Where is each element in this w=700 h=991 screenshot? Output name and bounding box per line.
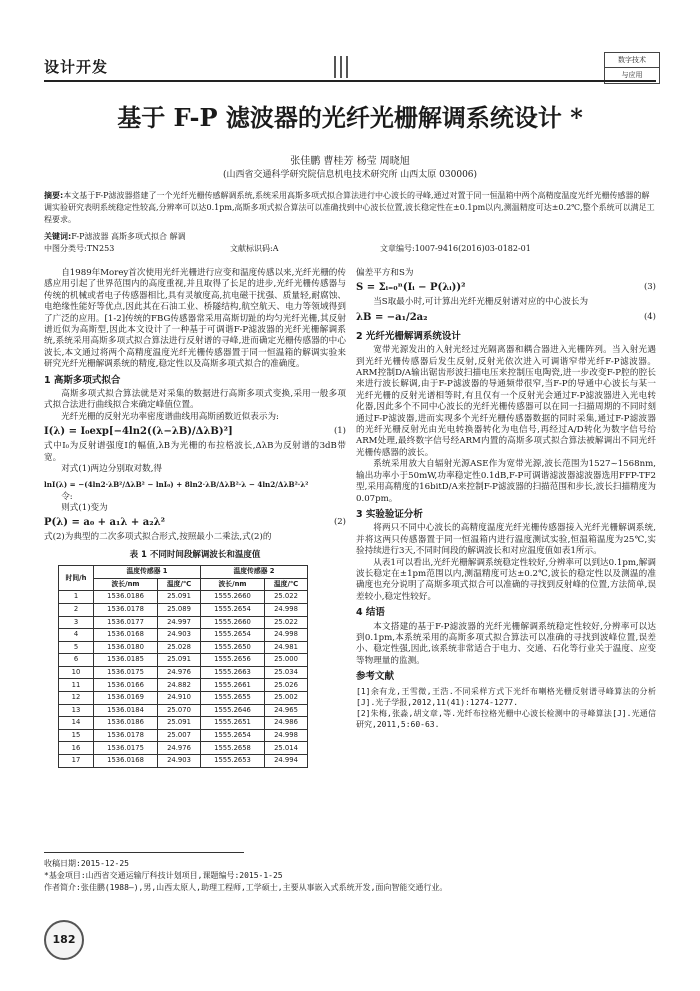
page-number: 182 (44, 920, 84, 960)
table-row (59, 591, 308, 604)
table-cell: 25.026 (265, 679, 308, 692)
table-row (59, 603, 308, 616)
intro-paragraph: 自1989年Morey首次使用光纤光栅进行应变和温度传感以来,光纤光栅的传感应用引起了世界范围内的高度重视,并且取得了长足的进步,光纤光栅传感器与传统的机械或者电子传感器相比,具有灵敏度高,抗电磁干扰强、质量轻,耐腐蚀、电绝缘性能好等优点,因此其在石油工业、桥隧结构,航空航天、电力等领域得到了广泛的应用。[1-2]传统的FBG传感器常采用高斯切趾的均匀光纤光栅,其反射谱近似为高斯型,因此本文设计了一种基于可调谐F-P滤波器的光纤光栅解调系统,系统采用高斯多项式拟合算法进行反射谱的寻峰,进而确定光栅传感器的中心波长,本文通过将两个高精度温度光纤光栅传感器置于同一恒温箱的解调实验来研究光纤光栅解调系统的精度,稳定性以及高斯多项式拟合的准确度。 (44, 268, 346, 370)
table-cell: 1536.0186 (94, 717, 158, 730)
table-corner-header: 时间/h (59, 566, 94, 591)
abstract (44, 190, 656, 226)
section-2-heading: 2 光纤光栅解调系统设计 (356, 330, 461, 342)
log-transform-text: 对式(1)两边分别取对数,得 (61, 464, 163, 475)
table-cell: 24.882 (158, 679, 201, 692)
table-cell: 1555.2646 (200, 704, 264, 717)
section-3-heading: 3 实验验证分析 (356, 508, 423, 520)
section-1-paragraph-2: 光纤光栅的反射光功率密度谱曲线用高斯函数近似表示为: (61, 411, 279, 422)
table-cell: 25.091 (158, 654, 201, 667)
section-4-heading: 4 结语 (356, 607, 385, 619)
equation-2-description: 式(2)为典型的二次多项式拟合形式,按照最小二乘法,式(2)的 (44, 532, 272, 543)
logo-top-text: 数字技术 (605, 53, 659, 68)
table-cell: 5 (59, 641, 94, 654)
table-cell: 1536.0186 (94, 591, 158, 604)
keywords (44, 231, 186, 242)
sensor-1-header: 温度传感器 1 (94, 566, 201, 579)
table-row (59, 666, 308, 679)
table-body (59, 591, 308, 767)
table-cell: 25.089 (158, 603, 201, 616)
table-cell: 24.910 (158, 692, 201, 705)
section-3-paragraph-1: 将两只不同中心波长的高精度温度光纤光栅传感器接入光纤光栅解调系统,并将这两只传感器置于同一恒温箱内进行温度测试实验,恒温箱温度为25℃,实验持续进行3天,不同时间段的解调波长和对应温度值如表1所示。 (356, 523, 656, 557)
table-cell: 1536.0185 (94, 654, 158, 667)
table-cell: 1536.0184 (94, 704, 158, 717)
equation-4-formula: λB = −a₁/2a₂ (356, 311, 428, 323)
table-cell: 1536.0169 (94, 692, 158, 705)
table-cell: 11 (59, 679, 94, 692)
table-cell: 14 (59, 717, 94, 730)
clc-number: 中图分类号:TN253 (44, 244, 115, 253)
then-text: 则式(1)变为 (61, 502, 108, 513)
equation-1-description: 式中I₀为反射谱强度I的幅值,λB为光栅的布拉格波长,ΔλB为反射谱的3dB带宽。 (44, 441, 346, 463)
affiliation: (山西省交通科学研究院信息机电技术研究所 山西太原 030006) (222, 170, 478, 180)
table-cell: 1555.2654 (200, 603, 264, 616)
table-cell: 24.976 (158, 742, 201, 755)
table-cell: 1 (59, 591, 94, 604)
table-row (59, 679, 308, 692)
equation-3-description: 当S取最小时,可计算出光纤光栅反射谱对应的中心波长为 (373, 297, 589, 308)
footnote-rule (44, 852, 244, 853)
table-cell: 1536.0178 (94, 729, 158, 742)
table-row (59, 717, 308, 730)
table-cell: 25.022 (265, 591, 308, 604)
footnotes (44, 858, 447, 894)
equation-2 (44, 514, 346, 532)
table-cell: 1536.0168 (94, 629, 158, 642)
table-row (59, 704, 308, 717)
equation-1-formula: I(λ) = I₀exp[−4ln2((λ−λB)/ΔλB)²] (44, 426, 233, 438)
article-number: 文章编号:1007-9416(2016)03-0182-01 (380, 244, 531, 253)
table-row (59, 654, 308, 667)
table-row (59, 742, 308, 755)
header-rule (44, 80, 656, 82)
section-1-paragraph-1: 高斯多项式拟合算法就是对采集的数据进行高斯多项式变换,采用一般多项式拟合法进行曲线拟合来确定峰值位置。 (44, 389, 346, 411)
section-2-paragraph-2: 系统采用放大自辐射光源ASE作为宽带光源,波长范围为1527~1568nm,输出功率小于50mW,功率稳定性0.1dB,F-P可调谐滤波器滤波器选用FFP-TF2型,采用高精度的16bitD/A来控制F-P滤波器的扫描范围和步长,波长扫描精度为0.07pm。 (356, 459, 656, 504)
equation-3-formula: S = Σᵢ₌₀ⁿ(Iᵢ − P(λᵢ))² (356, 282, 466, 294)
table-cell: 24.981 (265, 641, 308, 654)
equation-2-number: (2) (333, 517, 346, 528)
authors: 张佳鹏 曹桂芳 杨莹 周晓旭 (290, 156, 410, 167)
table-cell: 4 (59, 629, 94, 642)
author-bio: 作者简介:张佳鹏(1988—),男,山西太原人,助理工程师,工学硕士,主要从事嵌入式系统开发,面向智能交通行业。 (44, 883, 448, 892)
table-cell: 24.903 (158, 629, 201, 642)
table-cell: 3 (59, 616, 94, 629)
data-table (58, 565, 308, 768)
table-cell: 13 (59, 704, 94, 717)
table-cell: 25.034 (265, 666, 308, 679)
keywords-label: 关键词: (44, 232, 72, 241)
references-heading: 参考文献 (356, 671, 395, 683)
keywords-text: F-P滤波器 高斯多项式拟合 解调 (71, 232, 186, 241)
equation-3-number: (3) (643, 282, 656, 293)
table-cell: 1555.2653 (200, 755, 264, 768)
abstract-label: 摘要: (44, 191, 64, 200)
table-cell: 1536.0178 (94, 603, 158, 616)
table-cell: 1555.2654 (200, 629, 264, 642)
table-cell: 24.994 (265, 755, 308, 768)
table-cell: 1536.0177 (94, 616, 158, 629)
table-row (59, 755, 308, 768)
table-cell: 25.000 (265, 654, 308, 667)
table-cell: 25.007 (158, 729, 201, 742)
table-cell: 1555.2660 (200, 616, 264, 629)
right-column (356, 268, 656, 730)
document-code: 文献标识码:A (230, 244, 279, 253)
table-cell: 24.998 (265, 603, 308, 616)
table-cell: 24.998 (265, 729, 308, 742)
paper-title: 基于 F-P 滤波器的光纤光栅解调系统设计 * (117, 103, 583, 132)
left-column (44, 268, 346, 768)
section-label: 设计开发 (44, 58, 109, 76)
table-cell: 24.903 (158, 755, 201, 768)
table-cell: 2 (59, 603, 94, 616)
table-cell: 24.965 (265, 704, 308, 717)
table-row (59, 692, 308, 705)
table-cell: 25.028 (158, 641, 201, 654)
equation-4-number: (4) (643, 311, 656, 322)
table-cell: 1555.2663 (200, 666, 264, 679)
table-cell: 1555.2651 (200, 717, 264, 730)
table-cell: 1536.0175 (94, 666, 158, 679)
table-cell: 24.986 (265, 717, 308, 730)
header-decoration (334, 56, 352, 82)
equation-2-formula: P(λ) = a₀ + a₁λ + a₂λ² (44, 517, 166, 529)
equation-log (44, 476, 346, 492)
table-cell: 1555.2658 (200, 742, 264, 755)
col-header: 波长/nm (94, 578, 158, 591)
table-cell: 1555.2660 (200, 591, 264, 604)
table-cell: 15 (59, 729, 94, 742)
table-row (59, 641, 308, 654)
table-cell: 1555.2654 (200, 729, 264, 742)
table-cell: 10 (59, 666, 94, 679)
table-cell: 6 (59, 654, 94, 667)
fund-note: *基金项目:山西省交通运输厅科技计划项目,课题编号:2015-1-25 (44, 871, 283, 880)
logo-bottom-text: 与应用 (621, 71, 643, 79)
table-cell: 25.022 (265, 616, 308, 629)
section-4-paragraph-1: 本文搭建的基于F-P滤波器的光纤光栅解调系统稳定性较好,分辨率可以达到0.1pm,本系统采用的高斯多项式拟合算法可以准确的寻找到波峰位置,误差小、稳定性强,因此,该系统非常适合于电力、交通、石化等行业关于温度、应变等物理量的监测。 (356, 621, 656, 666)
section-2-paragraph-1: 宽带光源发出的入射光经过光隔离器和耦合器进入光栅阵列。当入射光遇到光纤光栅传感器后发生反射,反射光依次进入可调谐窄带光纤F-P滤波器。ARM控制D/A输出锯齿形波扫描电压来控制压电陶瓷,进一步改变F-P腔的腔长来进行波长解调,由于F-P滤波器的导通频带很窄,当F-P的导通中心波长与某一光纤光栅的反射光谱相等时,有且仅有一个反射光会通过F-P滤波器进入光电转化器,因此多个不同中心波长的光纤光栅传感器可以在同一扫描周期的不同时刻通过F-P滤波器,进而实现多个光纤光栅传感器数据的同时采集,通过F-P滤波器的光纤光栅反射光由光电转换器转化为电信号,再经过A/D转化为数字信号给ARM处理,最终数字信号经ARM内置的高斯多项式拟合算法被解调出不同光纤光栅传感器的波长。 (356, 345, 656, 458)
reference-1: [1]余有龙,王雪微,王浩.不同采样方式下光纤布喇格光栅反射谱寻峰算法的分析[J].光子学报,2012,11(41):1274-1277. (356, 686, 656, 707)
table-cell: 1555.2661 (200, 679, 264, 692)
table-row (59, 729, 308, 742)
table-cell: 1555.2656 (200, 654, 264, 667)
equation-4 (356, 309, 656, 327)
table-cell: 1555.2650 (200, 641, 264, 654)
table-row (59, 629, 308, 642)
table-cell: 1555.2655 (200, 692, 264, 705)
let-text: 令: (61, 491, 73, 502)
col-header: 温度/℃ (158, 578, 201, 591)
table-cell: 24.997 (158, 616, 201, 629)
table-cell: 24.998 (265, 629, 308, 642)
equation-log-formula: lnI(λ) = −(4ln2·λB²/ΔλB² − lnI₀) + 8ln2·λB/ΔλB²·λ − 4ln2/ΔλB²·λ² (44, 479, 309, 489)
table-cell: 25.070 (158, 704, 201, 717)
table-cell: 25.091 (158, 717, 201, 730)
table-cell: 16 (59, 742, 94, 755)
section-3-paragraph-2: 从表1可以看出,光纤光栅解调系统稳定性较好,分辨率可以到达0.1pm,解调波长稳定在±1pm范围以内,测温精度可达±0.2℃,波长的稳定性以及测温的准确度也充分说明了高斯多项式拟合可以准确的寻找到反射峰的位置,方法简单,误差较小,稳定性较好。 (356, 557, 656, 602)
table-cell: 12 (59, 692, 94, 705)
table-cell: 1536.0180 (94, 641, 158, 654)
received-date: 收稿日期:2015-12-25 (44, 859, 129, 868)
table-cell: 1536.0168 (94, 755, 158, 768)
table-cell: 24.976 (158, 666, 201, 679)
table-cell: 25.002 (265, 692, 308, 705)
col-header: 温度/℃ (265, 578, 308, 591)
table-cell: 25.091 (158, 591, 201, 604)
sensor-2-header: 温度传感器 2 (200, 566, 307, 579)
section-1-heading: 1 高斯多项式拟合 (44, 374, 121, 386)
table-cell: 25.014 (265, 742, 308, 755)
abstract-text: 本文基于F-P滤波器搭建了一个光纤光栅传感解调系统,系统采用高斯多项式拟合算法进行中心波长的寻峰,通过对置于同一恒温箱中两个高精度温度光纤光栅传感器的解调实验研究表明系统稳定性较高,分辨率可以达0.1pm,高斯多项式拟合算法可以准确找到中心波长位置,波长稳定性在±0.1pm以内,测温精度可达±0.2℃,整个系统可以满足工程要求。 (44, 191, 655, 224)
deviation-sum-text: 偏差平方和S为 (356, 268, 414, 278)
table-caption: 表 1 不同时间段解调波长和温度值 (129, 549, 261, 560)
reference-2: [2]朱梅,张淼,胡文章,等.光纤布拉格光栅中心波长检测中的寻峰算法[J].光通信研究,2011,5:60-63. (356, 708, 656, 729)
table-cell: 17 (59, 755, 94, 768)
equation-1-number: (1) (333, 426, 346, 437)
table-cell: 1536.0175 (94, 742, 158, 755)
table-row (59, 616, 308, 629)
table-cell: 1536.0166 (94, 679, 158, 692)
col-header: 波长/nm (200, 578, 264, 591)
equation-1 (44, 423, 346, 441)
equation-3 (356, 279, 656, 297)
